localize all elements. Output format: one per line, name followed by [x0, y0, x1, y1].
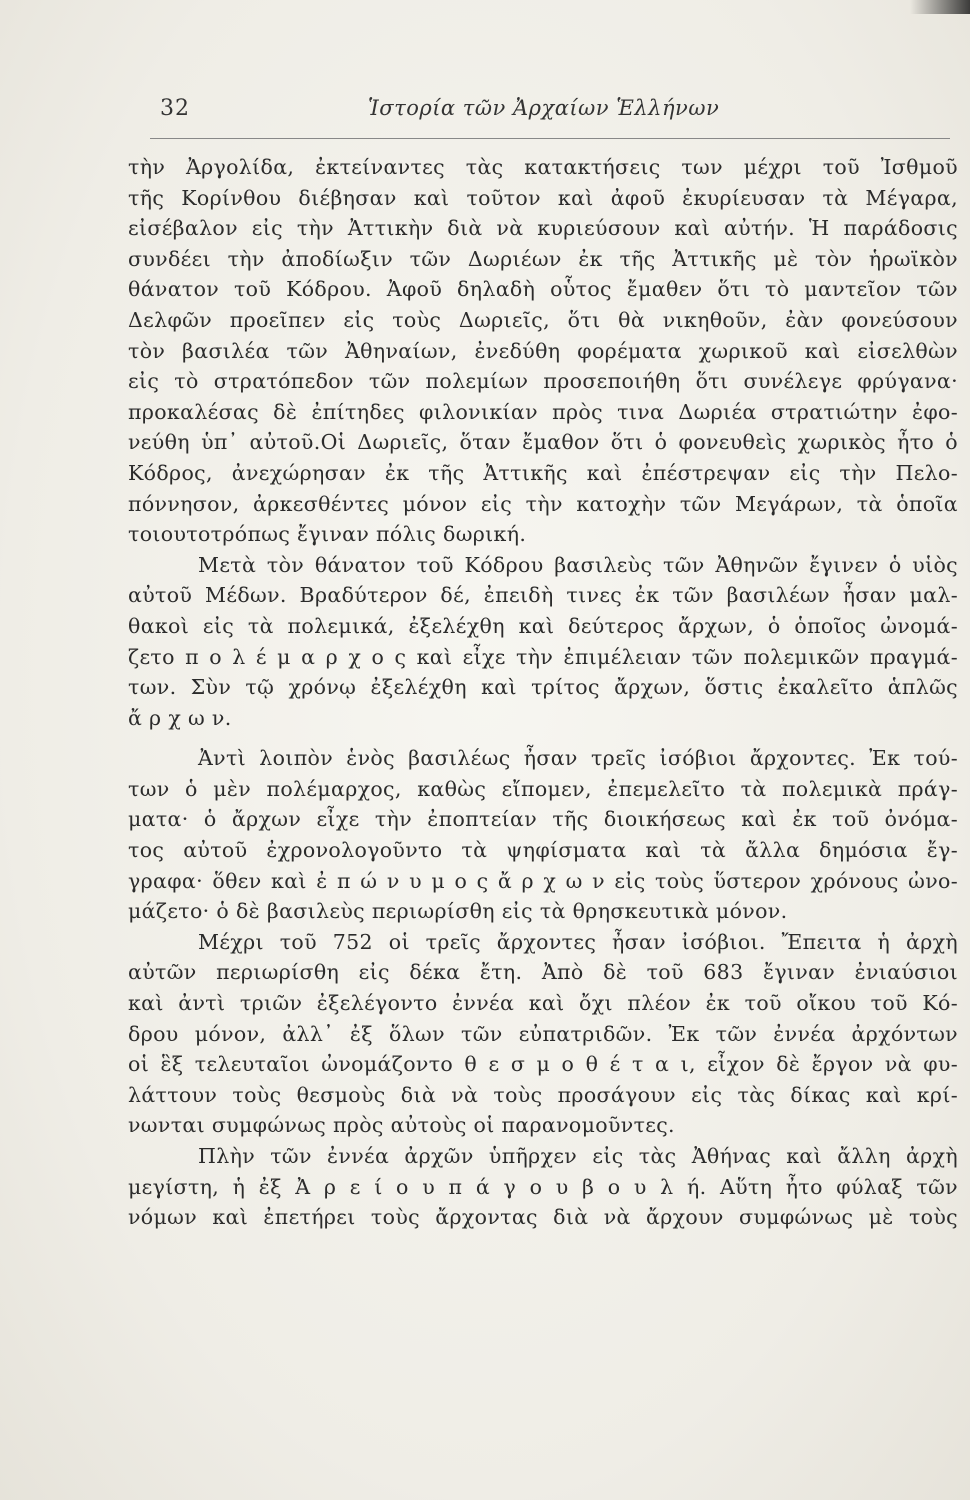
text-line: τῆς Κορίνθου διέβησαν καὶ τοῦτον καὶ ἀφοῦ ἐκυρίευσαν τὰ Μέγαρα, — [128, 185, 958, 210]
text-line: ματα· ὁ ἄρχων εἶχε τὴν ἐποπτείαν τῆς διοικήσεως καὶ ἐκ τοῦ ὀνόμα- — [128, 807, 958, 832]
text-line: Μετὰ τὸν θάνατον τοῦ Κόδρου βασιλεὺς τῶν Ἀθηνῶν ἔγινεν ὁ υἱὸς — [198, 552, 958, 577]
text-line: νόμων καὶ ἐπετήρει τοὺς ἄρχοντας διὰ νὰ ἄρχουν συμφώνως μὲ τοὺς — [128, 1205, 958, 1230]
text-line: τὴν Ἀργολίδα, ἐκτείναντες τὰς κατακτήσεις των μέχρι τοῦ Ἰσθμοῦ — [128, 155, 958, 179]
text-line: Πλὴν τῶν ἐννέα ἀρχῶν ὑπῆρχεν εἰς τὰς Ἀθήνας καὶ ἄλλη ἀρχὴ — [198, 1144, 958, 1168]
text-line: εἰς τὸ στρατόπεδον τῶν πολεμίων προσεποιήθη ὅτι συνέλεγε φρύγανα· — [128, 369, 958, 394]
text-line: προκαλέσας δὲ ἐπίτηδες φιλονικίαν πρὸς τινα Δωριέα στρατιώτην ἐφο- — [128, 399, 958, 424]
text-line: λάττουν τοὺς θεσμοὺς διὰ νὰ τοὺς προσάγουν εἰς τὰς δίκας καὶ κρί- — [128, 1082, 958, 1107]
text-line: Δελφῶν προεῖπεν εἰς τοὺς Δωριεῖς, ὅτι θὰ νικηθοῦν, ἐὰν φονεύσουν — [128, 307, 958, 332]
page-number: 32 — [160, 96, 190, 121]
text-line: αὐτοῦ Μέδων. Βραδύτερον δέ, ἐπειδὴ τινες ἐκ τῶν βασιλέων ἦσαν μαλ- — [128, 583, 958, 608]
text-line: συνδέει τὴν ἀποδίωξιν τῶν Δωριέων ἐκ τῆς Ἀττικῆς μὲ τὸν ἡρωϊκὸν — [128, 246, 958, 271]
text-line: μάζετο· ὁ δὲ βασιλεὺς περιωρίσθη εἰς τὰ θρησκευτικὰ μόνον. — [128, 899, 788, 924]
text-line: γραφα· ὅθεν καὶ ἐ π ώ ν υ μ ο ς ἄ ρ χ ω ν εἰς τοὺς ὕστερον χρόνους ὠνο- — [128, 868, 958, 893]
text-line: θάνατον τοῦ Κόδρου. Ἀφοῦ δηλαδὴ οὗτος ἔμαθεν ὅτι τὸ μαντεῖον τῶν — [128, 277, 958, 302]
running-title: Ἱστορία τῶν Ἀρχαίων Ἑλλήνων — [368, 96, 720, 120]
text-line: δρου μόνον, ἀλλ᾽ ἐξ ὅλων τῶν εὐπατριδῶν. Ἐκ τῶν ἐννέα ἀρχόντων — [128, 1021, 958, 1046]
page-header — [160, 96, 950, 132]
text-line: των ὁ μὲν πολέμαρχος, καθὼς εἴπομεν, ἐπεμελεῖτο τὰ πολεμικὰ πράγ- — [128, 776, 958, 801]
text-line: των. Σὺν τῷ χρόνῳ ἐξελέχθη καὶ τρίτος ἄρχων, ὅστις ἐκαλεῖτο ἁπλῶς — [128, 675, 958, 700]
text-line: ἄ ρ χ ω ν. — [128, 705, 232, 730]
text-line: θακοὶ εἰς τὰ πολεμικά, ἐξελέχθη καὶ δεύτερος ἄρχων, ὁ ὁποῖος ὠνομά- — [128, 613, 958, 638]
text-line: τοιουτοτρόπως ἔγιναν πόλις δωρική. — [128, 522, 527, 547]
header-rule — [150, 138, 950, 139]
text-line: οἱ ἓξ τελευταῖοι ὠνομάζοντο θ ε σ μ ο θ έ τ α ι, εἶχον δὲ ἔργον νὰ φυ- — [128, 1052, 958, 1077]
text-line: πόννησον, ἀρκεσθέντες μόνον εἰς τὴν κατοχὴν τῶν Μεγάρων, τὰ ὁποῖα — [128, 491, 958, 516]
text-line: μεγίστη, ἡ ἐξ Ἀ ρ ε ί ο υ π ά γ ο υ β ο υ λ ή. Αὕτη ἦτο φύλαξ τῶν — [128, 1174, 958, 1199]
text-line: εἰσέβαλον εἰς τὴν Ἀττικὴν διὰ νὰ κυριεύσουν καὶ αὐτήν. Ἡ παράδοσις — [128, 216, 958, 241]
text-line: τος αὐτοῦ ἐχρονολογοῦντο τὰ ψηφίσματα καὶ τὰ ἄλλα δημόσια ἔγ- — [128, 838, 958, 863]
scan-edge-shadow — [910, 0, 970, 14]
text-line: τὸν βασιλέα τῶν Ἀθηναίων, ἐνεδύθη φορέματα χωρικοῦ καὶ εἰσελθὼν — [128, 338, 958, 363]
body-text — [128, 152, 958, 1233]
text-line: Ἀντὶ λοιπὸν ἑνὸς βασιλέως ἦσαν τρεῖς ἰσόβιοι ἄρχοντες. Ἐκ τού- — [198, 746, 958, 771]
text-line: αὐτῶν περιωρίσθη εἰς δέκα ἔτη. Ἀπὸ δὲ τοῦ 683 ἔγιναν ἐνιαύσιοι — [128, 960, 958, 985]
text-line: ζετο π ο λ έ μ α ρ χ ο ς καὶ εἶχε τὴν ἐπιμέλειαν τῶν πολεμικῶν πραγμά- — [128, 644, 958, 669]
text-line: καὶ ἀντὶ τριῶν ἐξελέγοντο ἐννέα καὶ ὄχι πλέον ἐκ τοῦ οἴκου τοῦ Κό- — [128, 991, 958, 1016]
text-line: Μέχρι τοῦ 752 οἱ τρεῖς ἄρχοντες ἦσαν ἰσόβιοι. Ἔπειτα ἡ ἀρχὴ — [198, 929, 958, 954]
text-line: νωνται συμφώνως πρὸς αὐτοὺς οἱ παρανομοῦντες. — [128, 1113, 675, 1138]
text-line: νεύθη ὑπ᾽ αὐτοῦ.Οἱ Δωριεῖς, ὅταν ἔμαθον ὅτι ὁ φονευθεὶς χωρικὸς ἦτο ὁ — [128, 430, 958, 455]
text-line: Κόδρος, ἀνεχώρησαν ἐκ τῆς Ἀττικῆς καὶ ἐπέστρεψαν εἰς τὴν Πελο- — [128, 460, 958, 485]
